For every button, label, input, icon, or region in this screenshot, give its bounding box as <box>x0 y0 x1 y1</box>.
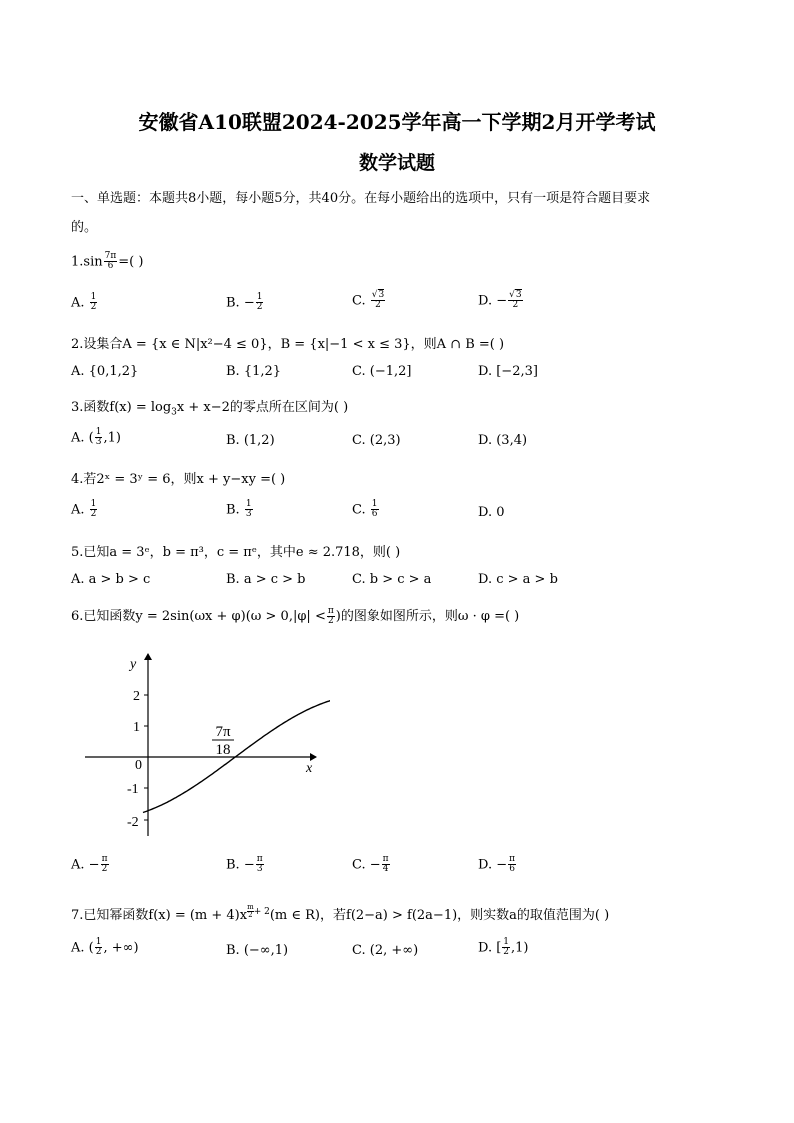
q7-d-den: 2 <box>503 947 510 958</box>
q1-c-frac <box>371 291 385 311</box>
tick-label-2: 2 <box>133 689 140 704</box>
q3-option-a[interactable] <box>71 428 121 448</box>
q6-fraction <box>327 607 335 627</box>
q6-d-num: π <box>509 854 516 864</box>
section-instructions-line1: 一、单选题：本题共8小题，每小题5分，共40分。在每小题给出的选项中，只有一项是符合题目要求 <box>71 191 651 206</box>
q7-pre: 7.已知幂函数f(x) = (m + 4)x <box>71 908 248 923</box>
q4-b-frac <box>245 500 253 520</box>
q1-option-d[interactable] <box>478 291 524 311</box>
question-2: 2.设集合A = {x ∈ N|x²−4 ≤ 0}，B = {x|−1 < x ≤ 3}，则A ∩ B =( ) <box>71 337 505 352</box>
q6-d-den: 6 <box>509 864 515 875</box>
q1-c-rad: 3 <box>378 290 385 300</box>
tick-label-1: 1 <box>133 720 140 735</box>
q1-c-label: C. <box>352 293 366 309</box>
q7-exp-den: 2 <box>248 911 253 919</box>
q1-d-rad: 3 <box>515 290 522 300</box>
q5-option-b[interactable]: B. a > c > b <box>226 572 306 587</box>
q1-c-den: 2 <box>375 300 381 311</box>
q7-a-num: 1 <box>95 937 102 947</box>
q4-a-label: A. <box>71 502 85 518</box>
q1-b-label: B. <box>226 295 240 311</box>
question-1 <box>71 252 143 272</box>
q1-tail: =( ) <box>118 254 144 270</box>
q3-post: x + x−2的零点所在区间为( ) <box>176 400 349 415</box>
q3-a-frac <box>95 428 103 448</box>
mark-label-den: 18 <box>215 742 231 758</box>
q3-option-b[interactable]: B. (1,2) <box>226 433 275 448</box>
q6-option-b[interactable] <box>226 855 265 875</box>
q6-c-label: C. <box>352 857 366 873</box>
q4-a-num: 1 <box>90 499 97 509</box>
q7-exponent-frac <box>247 904 254 919</box>
q2-option-d[interactable]: D. [−2,3] <box>478 364 538 379</box>
q6-a-label: A. <box>71 857 85 873</box>
sine-graph <box>80 648 330 840</box>
q7-a-den: 2 <box>95 947 102 958</box>
q4-b-den: 3 <box>245 509 252 520</box>
q5-option-d[interactable]: D. c > a > b <box>478 572 558 587</box>
q7-exp-tail: + 2 <box>253 907 270 917</box>
q7-a-frac <box>95 938 103 958</box>
q1-b-sign: − <box>243 295 255 311</box>
q1-c-root: √ <box>371 290 378 300</box>
q1-a-den: 2 <box>90 302 97 313</box>
q1-option-a[interactable] <box>71 293 98 313</box>
tick-label-minus-1: -1 <box>127 782 139 797</box>
q1-b-frac <box>256 293 264 313</box>
question-5: 5.已知a = 3ᵉ，b = π³，c = πᵉ，其中e ≈ 2.718，则( ) <box>71 545 401 560</box>
q1-d-sign: − <box>496 293 508 309</box>
page-title: 安徽省A10联盟2024-2025学年高一下学期2月开学考试 <box>138 110 656 134</box>
q3-a-pre: A. ( <box>71 430 94 446</box>
tick-label-minus-2: -2 <box>127 815 139 830</box>
q7-option-c[interactable]: C. (2, +∞) <box>352 943 419 958</box>
q6-c-num: π <box>382 854 389 864</box>
q1-a-label: A. <box>71 295 85 311</box>
q7-option-b[interactable]: B. (−∞,1) <box>226 943 289 958</box>
q6-b-frac <box>256 855 264 875</box>
q7-a-post: , +∞) <box>103 940 139 956</box>
q7-exp-num: m <box>247 903 254 911</box>
question-3 <box>71 396 349 418</box>
q6-d-frac <box>508 855 516 875</box>
section-instructions-line2: 的。 <box>71 220 98 235</box>
q1-option-b[interactable] <box>226 293 264 313</box>
y-label: y <box>130 657 137 672</box>
q5-option-c[interactable]: C. b > c > a <box>352 572 432 587</box>
q6-d-sign: − <box>496 857 508 873</box>
sine-curve <box>143 697 330 812</box>
q2-option-a[interactable]: A. {0,1,2} <box>71 364 139 379</box>
mark-label-num: 7π <box>215 724 231 740</box>
q6-a-frac <box>101 855 109 875</box>
q2-option-b[interactable]: B. {1,2} <box>226 364 282 379</box>
q6-b-den: 3 <box>256 864 263 875</box>
q1-frac-den: 6 <box>107 261 114 272</box>
q4-a-frac <box>90 500 98 520</box>
q4-option-b[interactable] <box>226 500 254 520</box>
q6-b-label: B. <box>226 857 240 873</box>
q7-d-num: 1 <box>503 937 510 947</box>
q1-d-frac <box>508 291 522 311</box>
question-6 <box>71 605 519 626</box>
q1-option-c[interactable] <box>352 291 386 311</box>
q6-b-sign: − <box>243 857 255 873</box>
q1-b-num: 1 <box>256 292 263 302</box>
q7-post: (m ∈ R)，若f(2−a) > f(2a−1)，则实数a的取值范围为( ) <box>269 908 610 923</box>
q2-option-c[interactable]: C. (−1,2] <box>352 364 412 379</box>
question-7 <box>71 904 609 923</box>
q6-a-sign: − <box>88 857 100 873</box>
q6-d-label: D. <box>478 857 493 873</box>
q4-option-d[interactable]: D. 0 <box>478 505 505 520</box>
origin-label: 0 <box>135 758 142 773</box>
page-subtitle: 数学试题 <box>358 152 435 174</box>
q6-c-den: 4 <box>382 864 389 875</box>
q4-option-c[interactable] <box>352 500 380 520</box>
q3-log-base: 3 <box>171 407 177 418</box>
q6-a-den: 2 <box>101 864 108 875</box>
q6-frac-den: 2 <box>327 616 334 626</box>
q3-option-d[interactable]: D. (3,4) <box>478 433 528 448</box>
q7-d-frac <box>502 938 510 958</box>
q1-frac-num: 7π <box>104 251 117 261</box>
q7-option-d[interactable] <box>478 938 529 958</box>
q5-option-a[interactable]: A. a > b > c <box>71 572 151 587</box>
q3-option-c[interactable]: C. (2,3) <box>352 433 401 448</box>
q1-number: 1. <box>71 254 84 270</box>
q6-c-sign: − <box>369 857 381 873</box>
q6-a-num: π <box>101 854 108 864</box>
q4-c-num: 1 <box>371 499 378 509</box>
q6-option-d[interactable] <box>478 855 517 875</box>
q4-c-label: C. <box>352 502 366 518</box>
q3-a-post: ,1) <box>103 430 121 446</box>
q4-c-den: 6 <box>371 509 378 520</box>
q1-d-label: D. <box>478 293 493 309</box>
q7-a-pre: A. ( <box>71 940 94 956</box>
q6-b-num: π <box>256 854 263 864</box>
q1-sin: sin <box>83 254 103 270</box>
q6-c-frac <box>382 855 390 875</box>
q7-d-post: ,1) <box>511 940 529 956</box>
q6-option-c[interactable] <box>352 855 391 875</box>
x-label: x <box>306 761 313 776</box>
q4-b-num: 1 <box>245 499 252 509</box>
q1-a-frac <box>90 293 98 313</box>
q1-a-num: 1 <box>90 292 97 302</box>
q4-b-label: B. <box>226 502 240 518</box>
q6-option-a[interactable] <box>71 855 110 875</box>
q3-pre: 3.函数f(x) = log <box>71 400 172 415</box>
q1-d-den: 2 <box>512 300 519 311</box>
q6-post: )的图象如图所示，则ω · φ =( ) <box>335 609 520 624</box>
q6-pre: 6.已知函数y = 2sin(ωx + φ)(ω > 0,|φ| < <box>71 609 326 624</box>
q4-a-den: 2 <box>90 509 97 520</box>
q7-option-a[interactable] <box>71 938 139 958</box>
q1-fraction <box>104 252 118 272</box>
q1-b-den: 2 <box>256 302 263 313</box>
q3-a-num: 1 <box>95 427 102 437</box>
q7-d-pre: D. [ <box>478 940 502 956</box>
q4-c-frac <box>371 500 379 520</box>
question-4: 4.若2ˣ = 3ʸ = 6，则x + y−xy =( ) <box>71 472 286 487</box>
q4-option-a[interactable] <box>71 500 98 520</box>
q6-frac-num: π <box>327 605 334 616</box>
q1-d-root: √ <box>509 290 515 300</box>
q3-a-den: 3 <box>95 437 102 448</box>
